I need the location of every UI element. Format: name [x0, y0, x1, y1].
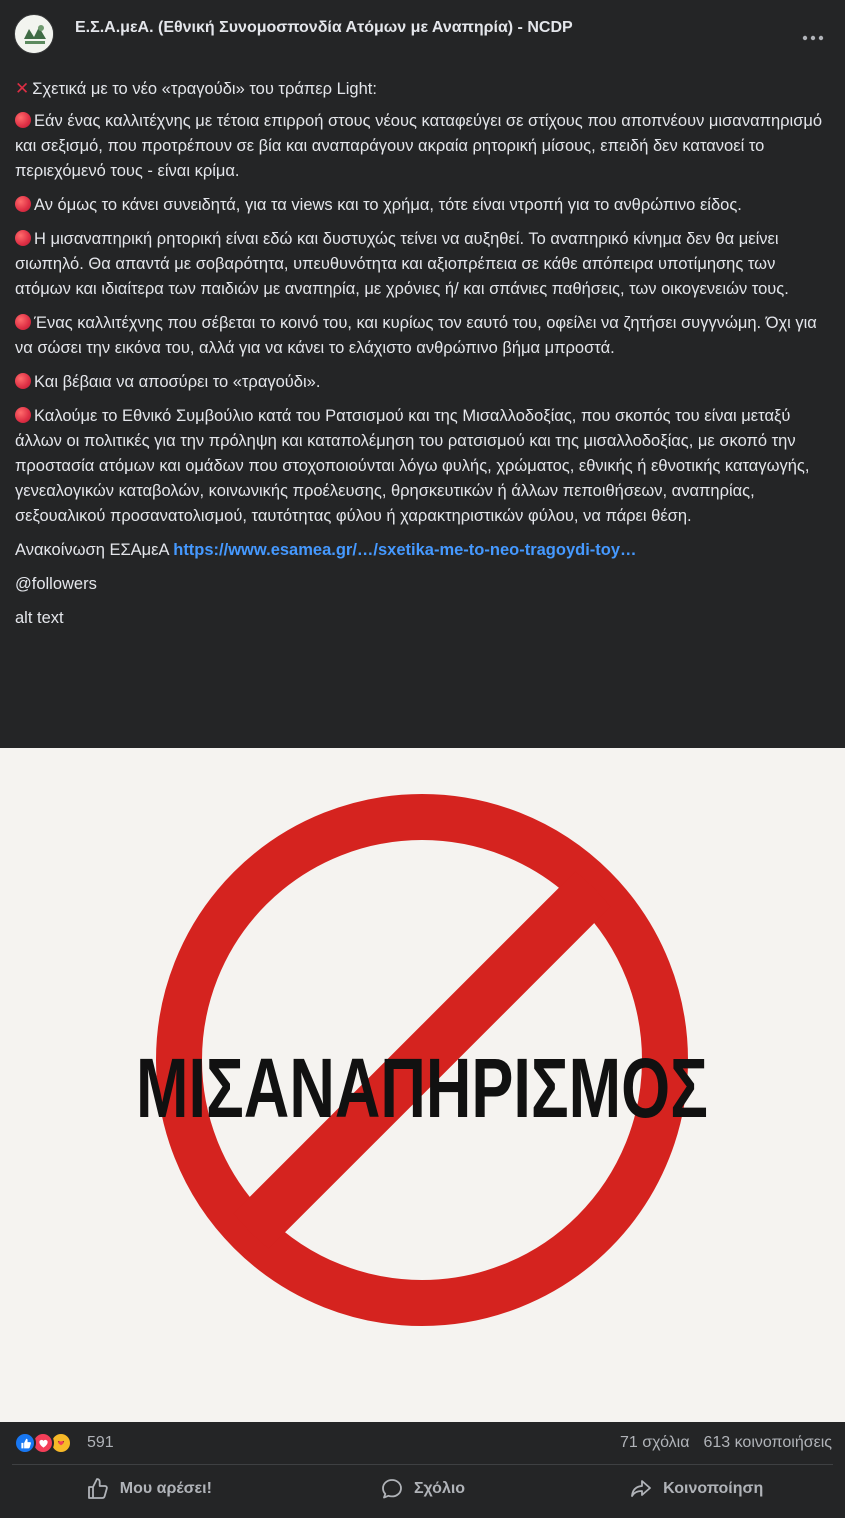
cross-mark-icon: ✕	[15, 79, 30, 98]
paragraph-text: Καλούμε το Εθνικό Συμβούλιο κατά του Ρατσισμού και της Μισαλλοδοξίας, που σκοπός του είναι μεταξύ άλλων οι πολιτικές για την πρόληψη και καταπολέμηση του ρατσισμού και της μισαλλοδοξίας, με σκοπό την προστασία ατόμων και ομάδων που στοχοποιούνται λόγω φυλής, χρώματος, εθνικής ή εθνοτικής καταγωγής, γενεαλογικών καταβολών, κοινωνικής προέλευσης, θρησκευτικών ή άλλων πεποιθήσεων, αναπηρίας, σεξουαλικού προσανατολισμού, ταυτότητας φύλου ή χαρακτηριστικών φύλου, να πάρει θέση.	[15, 407, 810, 525]
alt-text-line	[15, 606, 833, 631]
red-circle-icon	[15, 314, 31, 330]
post-paragraph	[15, 109, 833, 184]
red-circle-icon	[15, 373, 31, 389]
like-button[interactable]	[12, 1466, 286, 1512]
post-paragraph	[15, 227, 833, 302]
red-circle-icon	[15, 196, 31, 212]
page-avatar[interactable]	[14, 14, 54, 54]
announcement-link[interactable]: https://www.esamea.gr/…/sxetika-me-to-neo-tragoydi-toy…	[173, 541, 637, 559]
post-paragraph	[15, 311, 833, 361]
announcement-line	[15, 538, 833, 563]
reaction-icons[interactable]	[14, 1432, 84, 1454]
post-paragraph	[15, 404, 833, 529]
mention-line	[15, 572, 833, 597]
paragraph-text: Η μισαναπηρική ρητορική είναι εδώ και δυστυχώς τείνει να αυξηθεί. Το αναπηρικό κίνημα δεν θα μείνει σιωπηλό. Θα απαντά με σοβαρότητα, υπευθυνότητα και αξιοπρέπεια σε κάθε απόπειρα υποτίμησης των ατόμων και ιδιαίτερα των παιδιών με αναπηρία, με χρόνιες ή/ και σπάνιες παθήσεις, των οικογενειών τους.	[15, 230, 789, 298]
avatar-logo-icon	[15, 15, 54, 54]
share-arrow-icon	[629, 1477, 653, 1501]
reactions-bar	[0, 1422, 845, 1464]
paragraph-text: Σχετικά με το νέο «τραγούδι» του τράπερ Light:	[32, 80, 377, 98]
comment-bubble-icon	[380, 1477, 404, 1501]
thumbs-up-icon	[86, 1477, 110, 1501]
reaction-count[interactable]: 591	[87, 1434, 114, 1451]
paragraph-text: Αν όμως το κάνει συνειδητά, για τα views και το χρήμα, τότε είναι ντροπή για το ανθρώπινο είδος.	[34, 196, 742, 214]
more-options-button[interactable]	[797, 26, 829, 50]
page-name[interactable]: Ε.Σ.Α.μεΑ. (Εθνική Συνομοσπονδία Ατόμων με Αναπηρία) - NCDP	[75, 19, 573, 36]
post-text	[15, 76, 833, 640]
prohibition-sign-graphic	[0, 748, 845, 1422]
post-image[interactable]	[0, 748, 845, 1422]
share-button[interactable]	[559, 1466, 833, 1512]
more-dots-icon	[802, 35, 824, 41]
post-paragraph	[15, 76, 833, 102]
like-icon	[14, 1432, 36, 1454]
post-stats	[620, 1434, 832, 1452]
red-circle-icon	[15, 407, 31, 423]
comment-button[interactable]	[286, 1466, 560, 1512]
paragraph-text: Και βέβαια να αποσύρει το «τραγούδι».	[34, 373, 321, 391]
actions-divider	[12, 1464, 833, 1465]
paragraph-text: Εάν ένας καλλιτέχνης με τέτοια επιρροή στους νέους καταφεύγει σε στίχους που αποπνέουν μισαναπηρισμό και σεξισμό, που προτρέπουν σε βία και αναπαράγουν ακραία ρητορική μίσους, επειδή δεν κατανοεί το περιεχόμενό τους - είναι κρίμα.	[15, 112, 823, 180]
image-caption-text: ΜΙΣΑΝΑΠΗΡΙΣΜΟΣ	[136, 1041, 708, 1135]
post-paragraph	[15, 370, 833, 395]
comments-count[interactable]: 71 σχόλια	[620, 1434, 690, 1451]
shares-count[interactable]: 613 κοινοποιήσεις	[703, 1434, 832, 1451]
post-header	[0, 0, 845, 72]
red-circle-icon	[15, 230, 31, 246]
comment-label: Σχόλιο	[413, 1480, 466, 1497]
like-label: Μου αρέσει!	[119, 1480, 212, 1497]
paragraph-text: Ένας καλλιτέχνης που σέβεται το κοινό του, και κυρίως τον εαυτό του, οφείλει να ζητήσει συγγνώμη. Όχι για να σώσει την εικόνα του, αλλά για να κάνει το ελάχιστο ανθρώπινο βήμα μπροστά.	[15, 314, 817, 357]
announcement-label: Ανακοίνωση ΕΣΑμεΑ	[15, 541, 169, 559]
post-actions	[12, 1466, 833, 1512]
share-label: Κοινοποίηση	[663, 1480, 764, 1497]
followers-mention[interactable]: @followers	[15, 575, 97, 593]
alt-text: alt text	[15, 609, 64, 627]
red-circle-icon	[15, 112, 31, 128]
post-paragraph	[15, 193, 833, 218]
